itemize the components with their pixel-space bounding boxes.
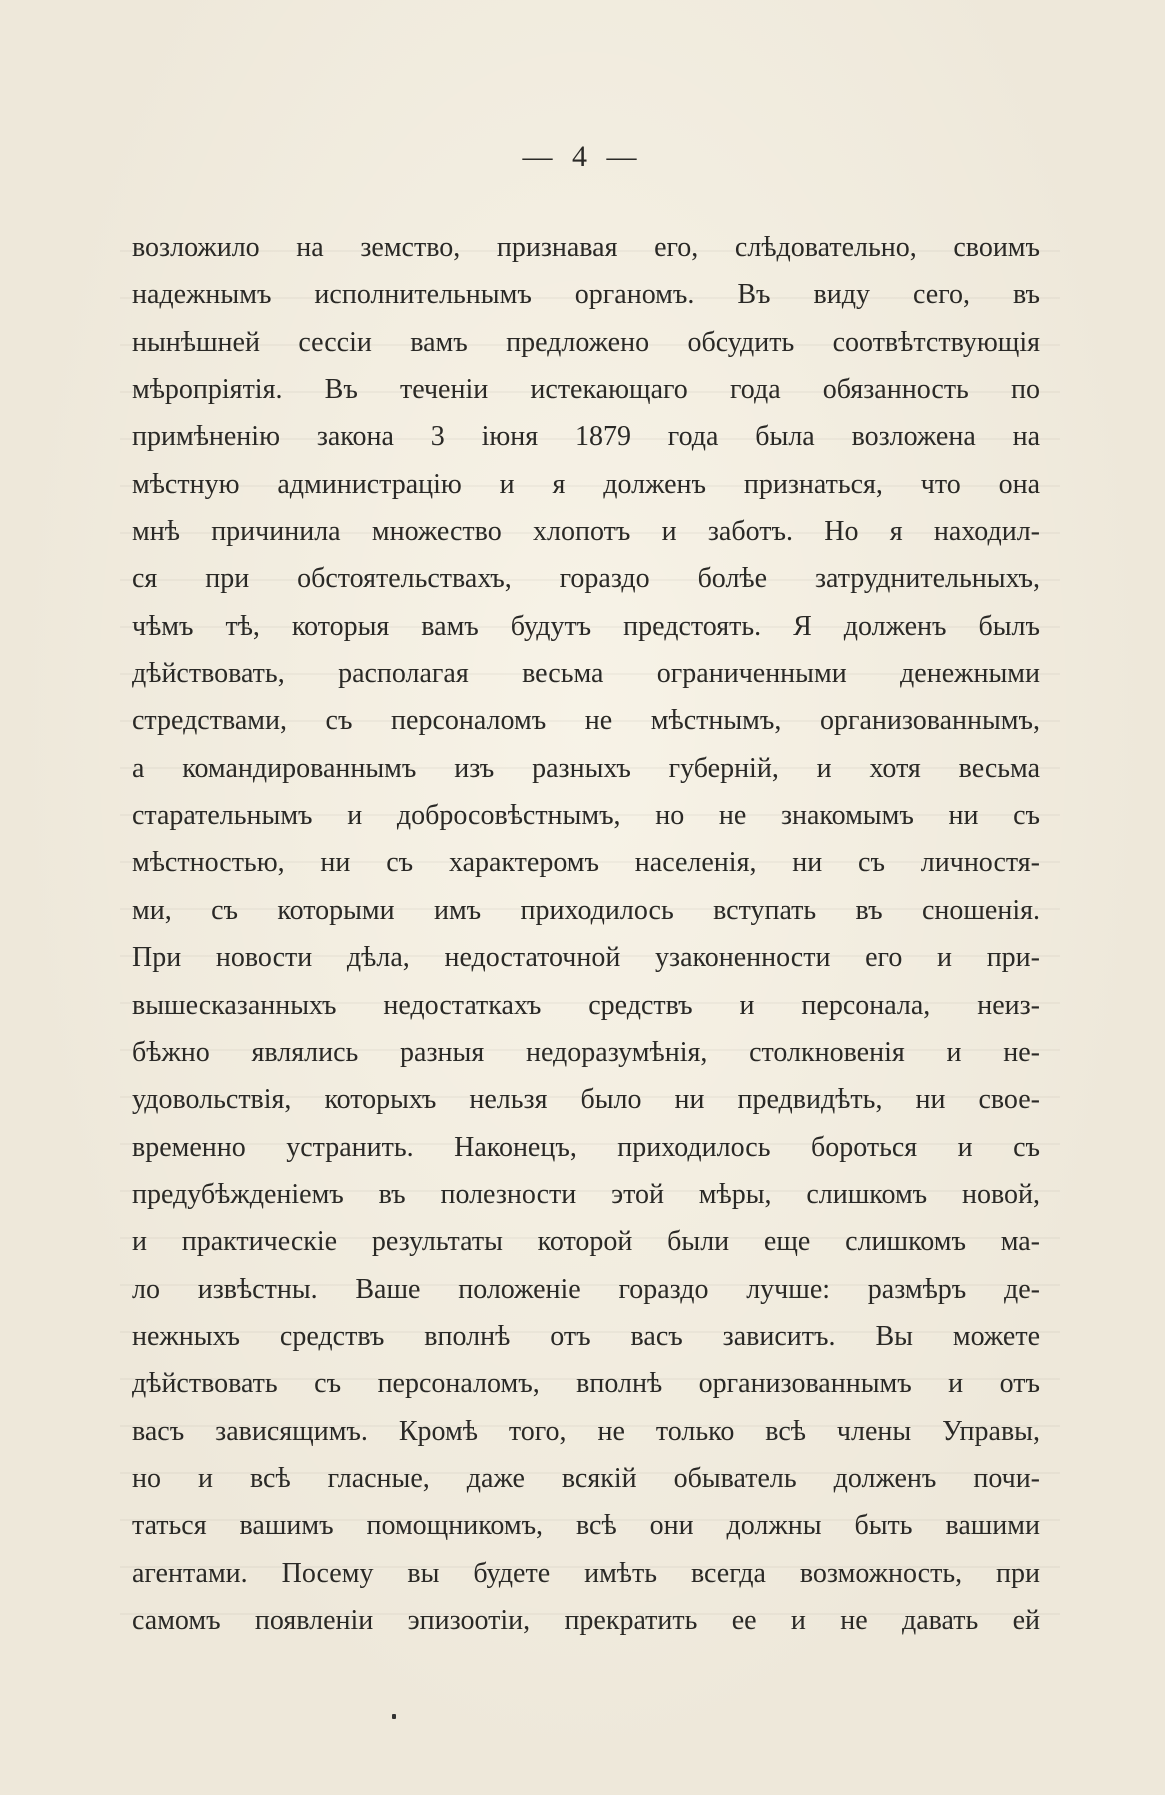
text-line: самомъ появленіи эпизоотіи, прекратить ее и не давать ей	[132, 1604, 1040, 1636]
text-line: чѣмъ тѣ, которыя вамъ будутъ предстоять. Я долженъ былъ	[132, 610, 1040, 642]
text-line: дѣйствовать съ персоналомъ, вполнѣ организованнымъ и отъ	[132, 1368, 1040, 1400]
text-line: мнѣ причинила множество хлопотъ и заботъ. Но я находил-	[132, 516, 1040, 548]
text-line: и практическіе результаты которой были еще слишкомъ ма-	[132, 1226, 1040, 1258]
text-line: но и всѣ гласные, даже всякій обыватель долженъ почи-	[132, 1462, 1040, 1494]
text-line: При новости дѣла, недостаточной узаконенности его и при-	[132, 942, 1040, 974]
text-line: нынѣшней сессіи вамъ предложено обсудить соотвѣтствующія	[132, 326, 1040, 358]
ink-speck	[392, 1714, 396, 1719]
text-line: старательнымъ и добросовѣстнымъ, но не знакомымъ ни съ	[132, 800, 1040, 832]
text-line: вышесказанныхъ недостаткахъ средствъ и персонала, неиз-	[132, 989, 1040, 1021]
text-line: мѣстностью, ни съ характеромъ населенія, ни съ личностя-	[132, 847, 1040, 879]
text-line: удовольствія, которыхъ нельзя было ни предвидѣть, ни свое-	[132, 1084, 1040, 1116]
text-line: примѣненію закона 3 іюня 1879 года была возложена на	[132, 421, 1040, 453]
text-line: стредствами, съ персоналомъ не мѣстнымъ, организованнымъ,	[132, 705, 1040, 737]
text-line: нежныхъ средствъ вполнѣ отъ васъ зависитъ. Вы можете	[132, 1320, 1040, 1352]
text-line: ло извѣстны. Ваше положеніе гораздо лучше: размѣръ де-	[132, 1273, 1040, 1305]
body-text	[132, 224, 1040, 1644]
text-line: агентами. Посему вы будете имѣть всегда возможность, при	[132, 1557, 1040, 1589]
text-line: ся при обстоятельствахъ, гораздо болѣе затруднительныхъ,	[132, 563, 1040, 595]
text-line: временно устранить. Наконецъ, приходилось бороться и съ	[132, 1131, 1040, 1163]
text-line: предубѣжденіемъ въ полезности этой мѣры, слишкомъ новой,	[132, 1178, 1040, 1210]
text-line: ми, съ которыми имъ приходилось вступать въ сношенія.	[132, 894, 1040, 926]
text-line: дѣйствовать, располагая весьма ограниченными денежными	[132, 658, 1040, 690]
page-number: — 4 —	[522, 140, 643, 173]
text-line: таться вашимъ помощникомъ, всѣ они должны быть вашими	[132, 1510, 1040, 1542]
text-line: мѣстную администрацію и я долженъ признаться, что она	[132, 468, 1040, 500]
text-line: мѣропріятія. Въ теченіи истекающаго года обязанность по	[132, 374, 1040, 406]
text-line: а командированнымъ изъ разныхъ губерній, и хотя весьма	[132, 752, 1040, 784]
text-line: возложило на земство, признавая его, слѣдовательно, своимъ	[132, 232, 1040, 263]
text-line: надежнымъ исполнительнымъ органомъ. Въ виду сего, въ	[132, 279, 1040, 311]
text-line: васъ зависящимъ. Кромѣ того, не только всѣ члены Управы,	[132, 1415, 1040, 1447]
text-line: бѣжно являлись разныя недоразумѣнія, столкновенія и не-	[132, 1036, 1040, 1068]
